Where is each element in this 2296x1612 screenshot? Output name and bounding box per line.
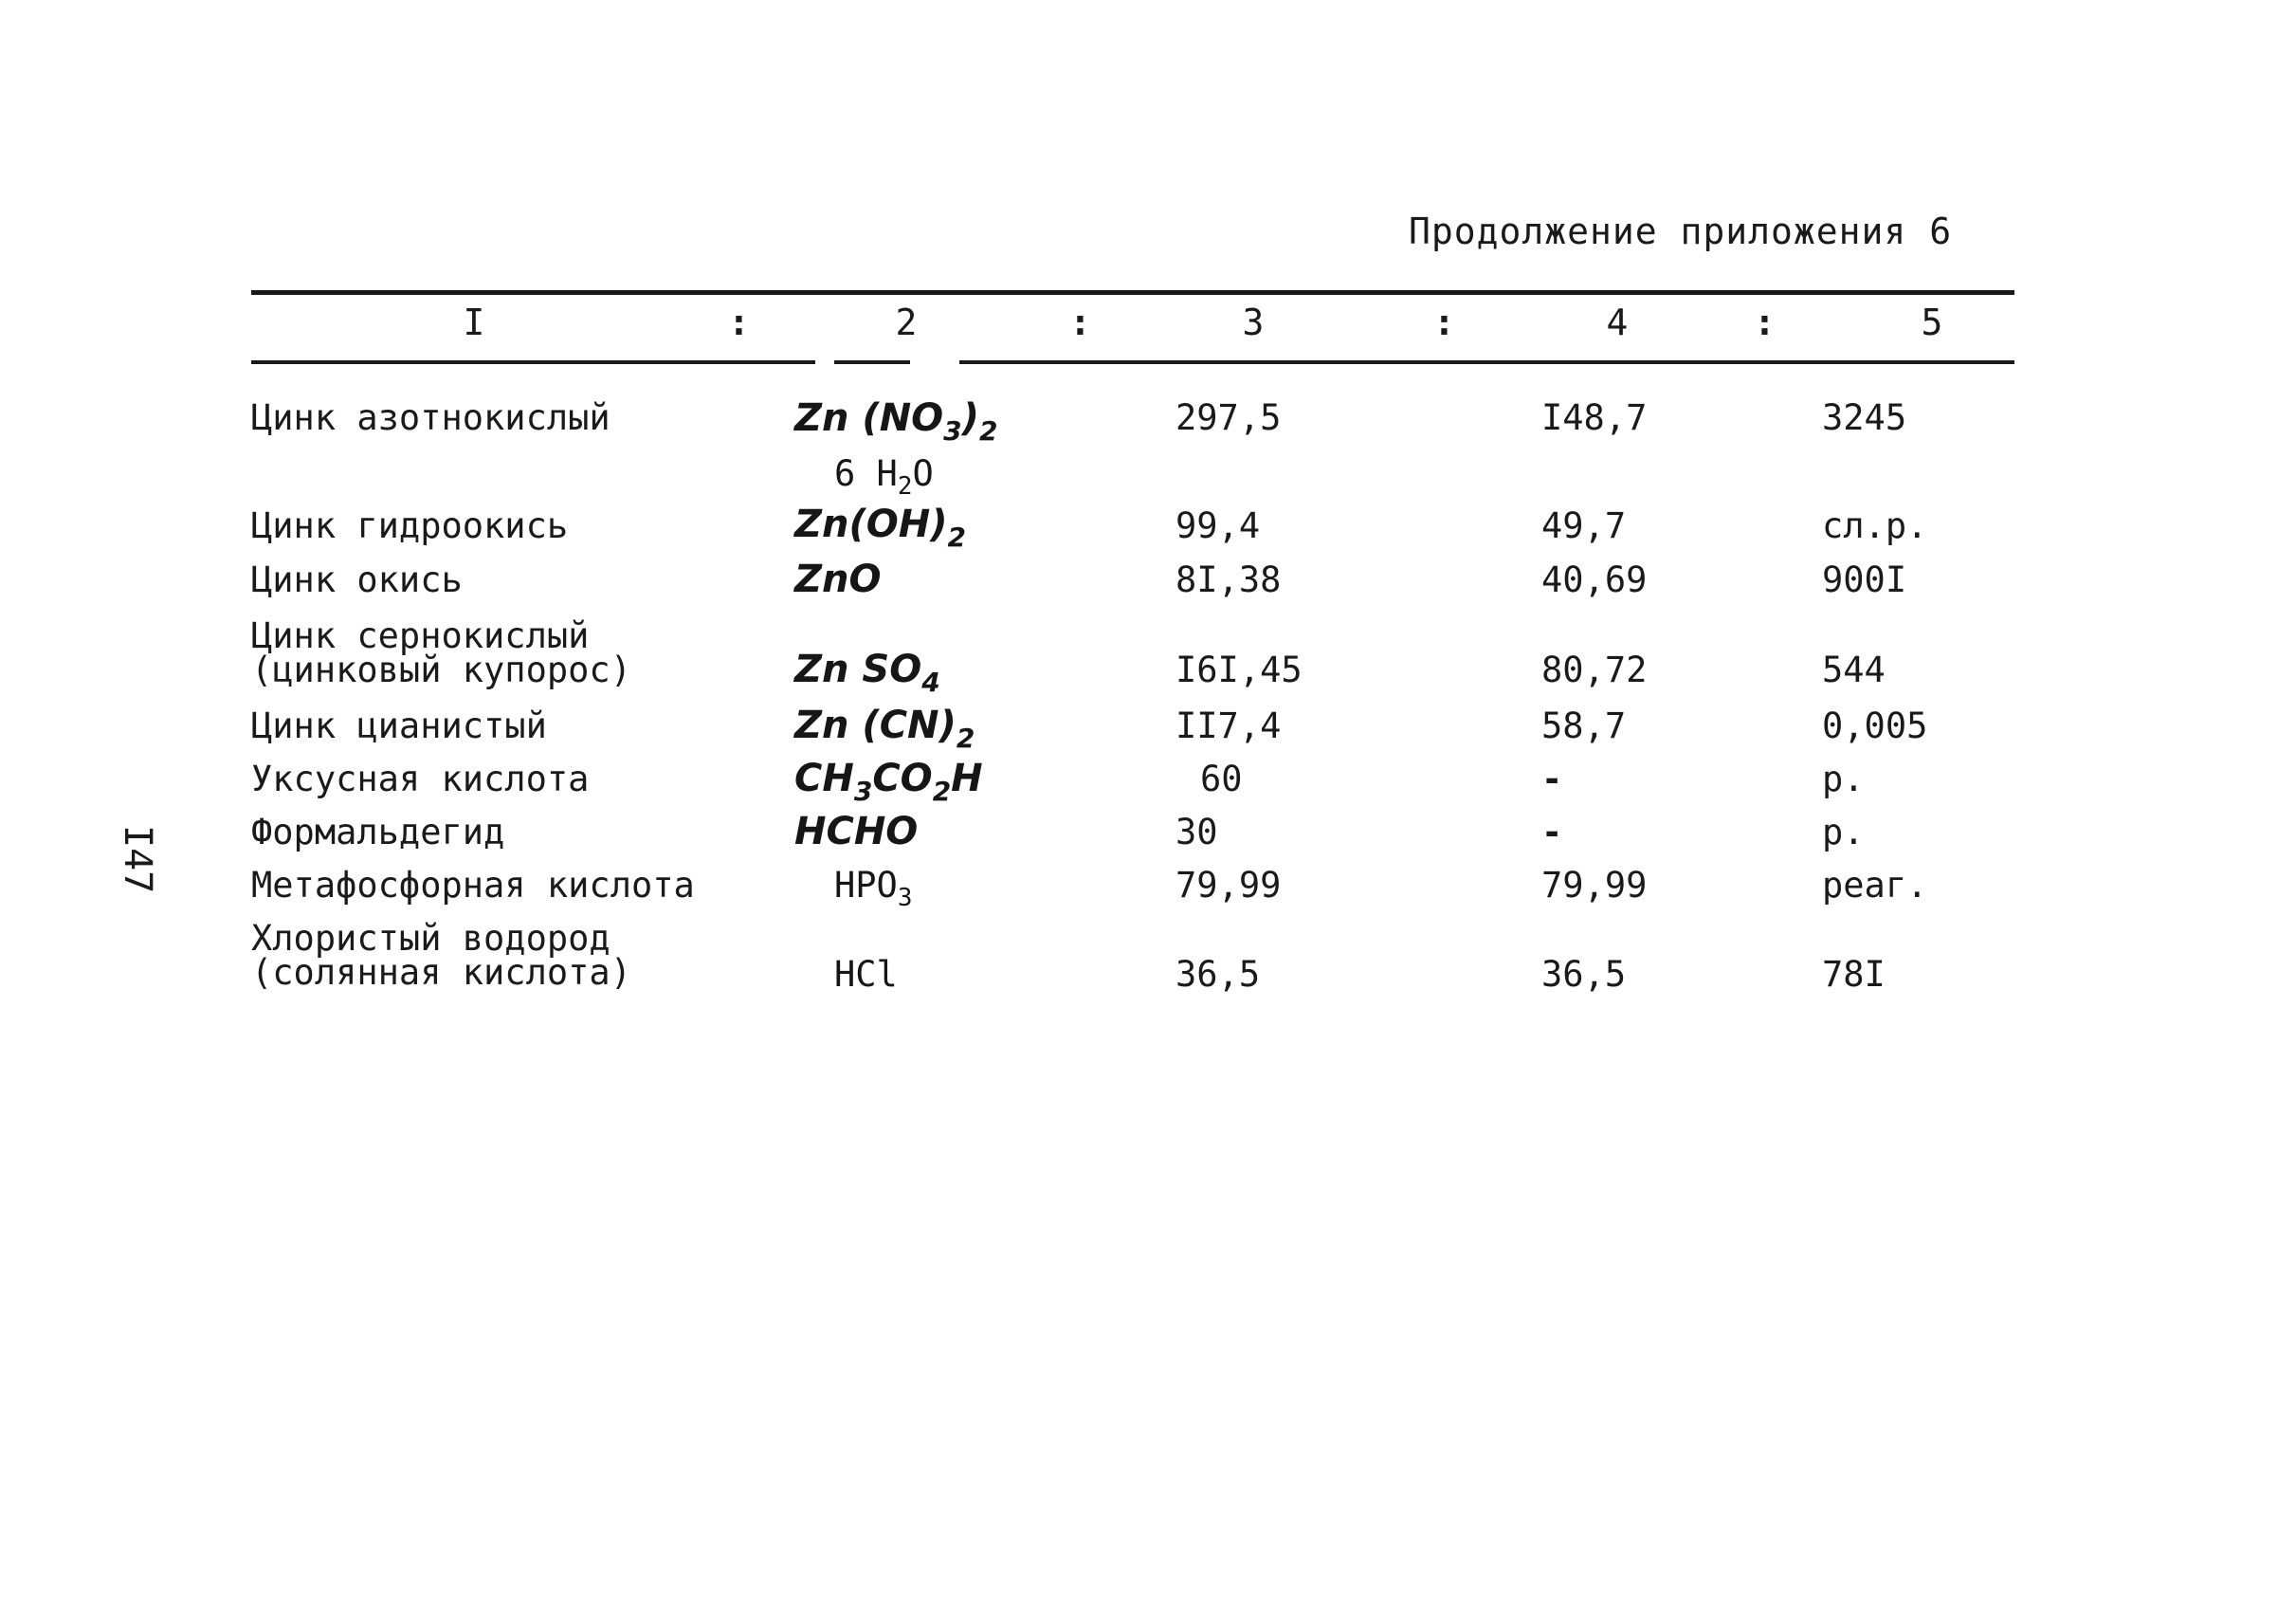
header-rule-segment bbox=[251, 360, 815, 364]
solubility: р. bbox=[1822, 759, 1865, 799]
column-header-1: I bbox=[463, 302, 485, 343]
chemical-formula: ZnO bbox=[794, 558, 882, 601]
molar-mass: 297,5 bbox=[1175, 397, 1282, 438]
solubility: 78I bbox=[1822, 954, 1886, 995]
molar-mass: II7,4 bbox=[1175, 705, 1282, 746]
solubility: 544 bbox=[1822, 650, 1886, 690]
equivalent-mass: 49,7 bbox=[1541, 505, 1627, 546]
molar-mass: 79,99 bbox=[1175, 865, 1282, 906]
header-rule-segment bbox=[959, 360, 2014, 364]
molar-mass: 8I,38 bbox=[1175, 559, 1282, 600]
substance-name: Цинк цианистый bbox=[251, 705, 547, 746]
chemical-formula-line2: 6 $H_2O$ bbox=[834, 453, 934, 502]
solubility: р. bbox=[1822, 812, 1865, 852]
column-header-5: 5 bbox=[1921, 302, 1943, 343]
chemical-formula: $CH_3CO_2H$ bbox=[794, 757, 983, 807]
substance-name: Цинк гидроокись bbox=[251, 505, 569, 546]
equivalent-mass: 80,72 bbox=[1541, 650, 1648, 690]
equivalent-mass: 36,5 bbox=[1541, 954, 1627, 995]
chemical-formula: Zn $(NO_3)_2$ bbox=[794, 396, 998, 447]
equivalent-mass: 79,99 bbox=[1541, 865, 1648, 906]
column-header-4: 4 bbox=[1606, 302, 1629, 343]
molar-mass: 60 bbox=[1200, 759, 1243, 799]
appendix-continuation-heading: Продолжение приложения 6 bbox=[1409, 211, 1953, 252]
chemical-formula: HCl bbox=[834, 954, 898, 995]
solubility: 0,005 bbox=[1822, 705, 1928, 746]
column-separator: : bbox=[1433, 302, 1455, 343]
chemical-formula: $HPO_3$ bbox=[834, 865, 913, 913]
substance-name: Метафосфорная кислота bbox=[251, 865, 695, 906]
molar-mass: 36,5 bbox=[1175, 954, 1261, 995]
page-number: I47 bbox=[116, 825, 159, 894]
column-separator: : bbox=[1069, 302, 1091, 343]
substance-name: Формальдегид bbox=[251, 812, 505, 852]
header-rule-segment bbox=[834, 360, 910, 364]
solubility: реаг. bbox=[1822, 865, 1928, 906]
chemical-formula: $Zn(OH)_2$ bbox=[794, 503, 967, 553]
table-top-rule bbox=[251, 290, 2014, 295]
molar-mass: I6I,45 bbox=[1175, 650, 1303, 690]
molar-mass: 99,4 bbox=[1175, 505, 1261, 546]
column-separator: : bbox=[1754, 302, 1776, 343]
equivalent-mass: - bbox=[1541, 759, 1563, 799]
column-separator: : bbox=[728, 302, 750, 343]
substance-name: Цинк сернокислый (цинковый купорос) bbox=[251, 615, 631, 690]
column-header-3: 3 bbox=[1242, 302, 1265, 343]
substance-name: Хлористый водород (солянная кислота) bbox=[251, 918, 631, 993]
solubility: 900I bbox=[1822, 559, 1907, 600]
substance-name: Цинк окись bbox=[251, 559, 463, 600]
molar-mass: 30 bbox=[1175, 812, 1218, 852]
chemical-formula: Zn $SO_4$ bbox=[794, 648, 940, 698]
chemical-formula: HCHO bbox=[794, 810, 919, 853]
chemical-formula: Zn $(CN)_2$ bbox=[794, 704, 975, 754]
substance-name: Цинк азотнокислый bbox=[251, 397, 610, 438]
column-header-2: 2 bbox=[895, 302, 918, 343]
substance-name: Уксусная кислота bbox=[251, 759, 590, 799]
equivalent-mass: 40,69 bbox=[1541, 559, 1648, 600]
solubility: сл.р. bbox=[1822, 505, 1928, 546]
equivalent-mass: I48,7 bbox=[1541, 397, 1648, 438]
equivalent-mass: 58,7 bbox=[1541, 705, 1627, 746]
solubility: 3245 bbox=[1822, 397, 1907, 438]
equivalent-mass: - bbox=[1541, 812, 1563, 852]
